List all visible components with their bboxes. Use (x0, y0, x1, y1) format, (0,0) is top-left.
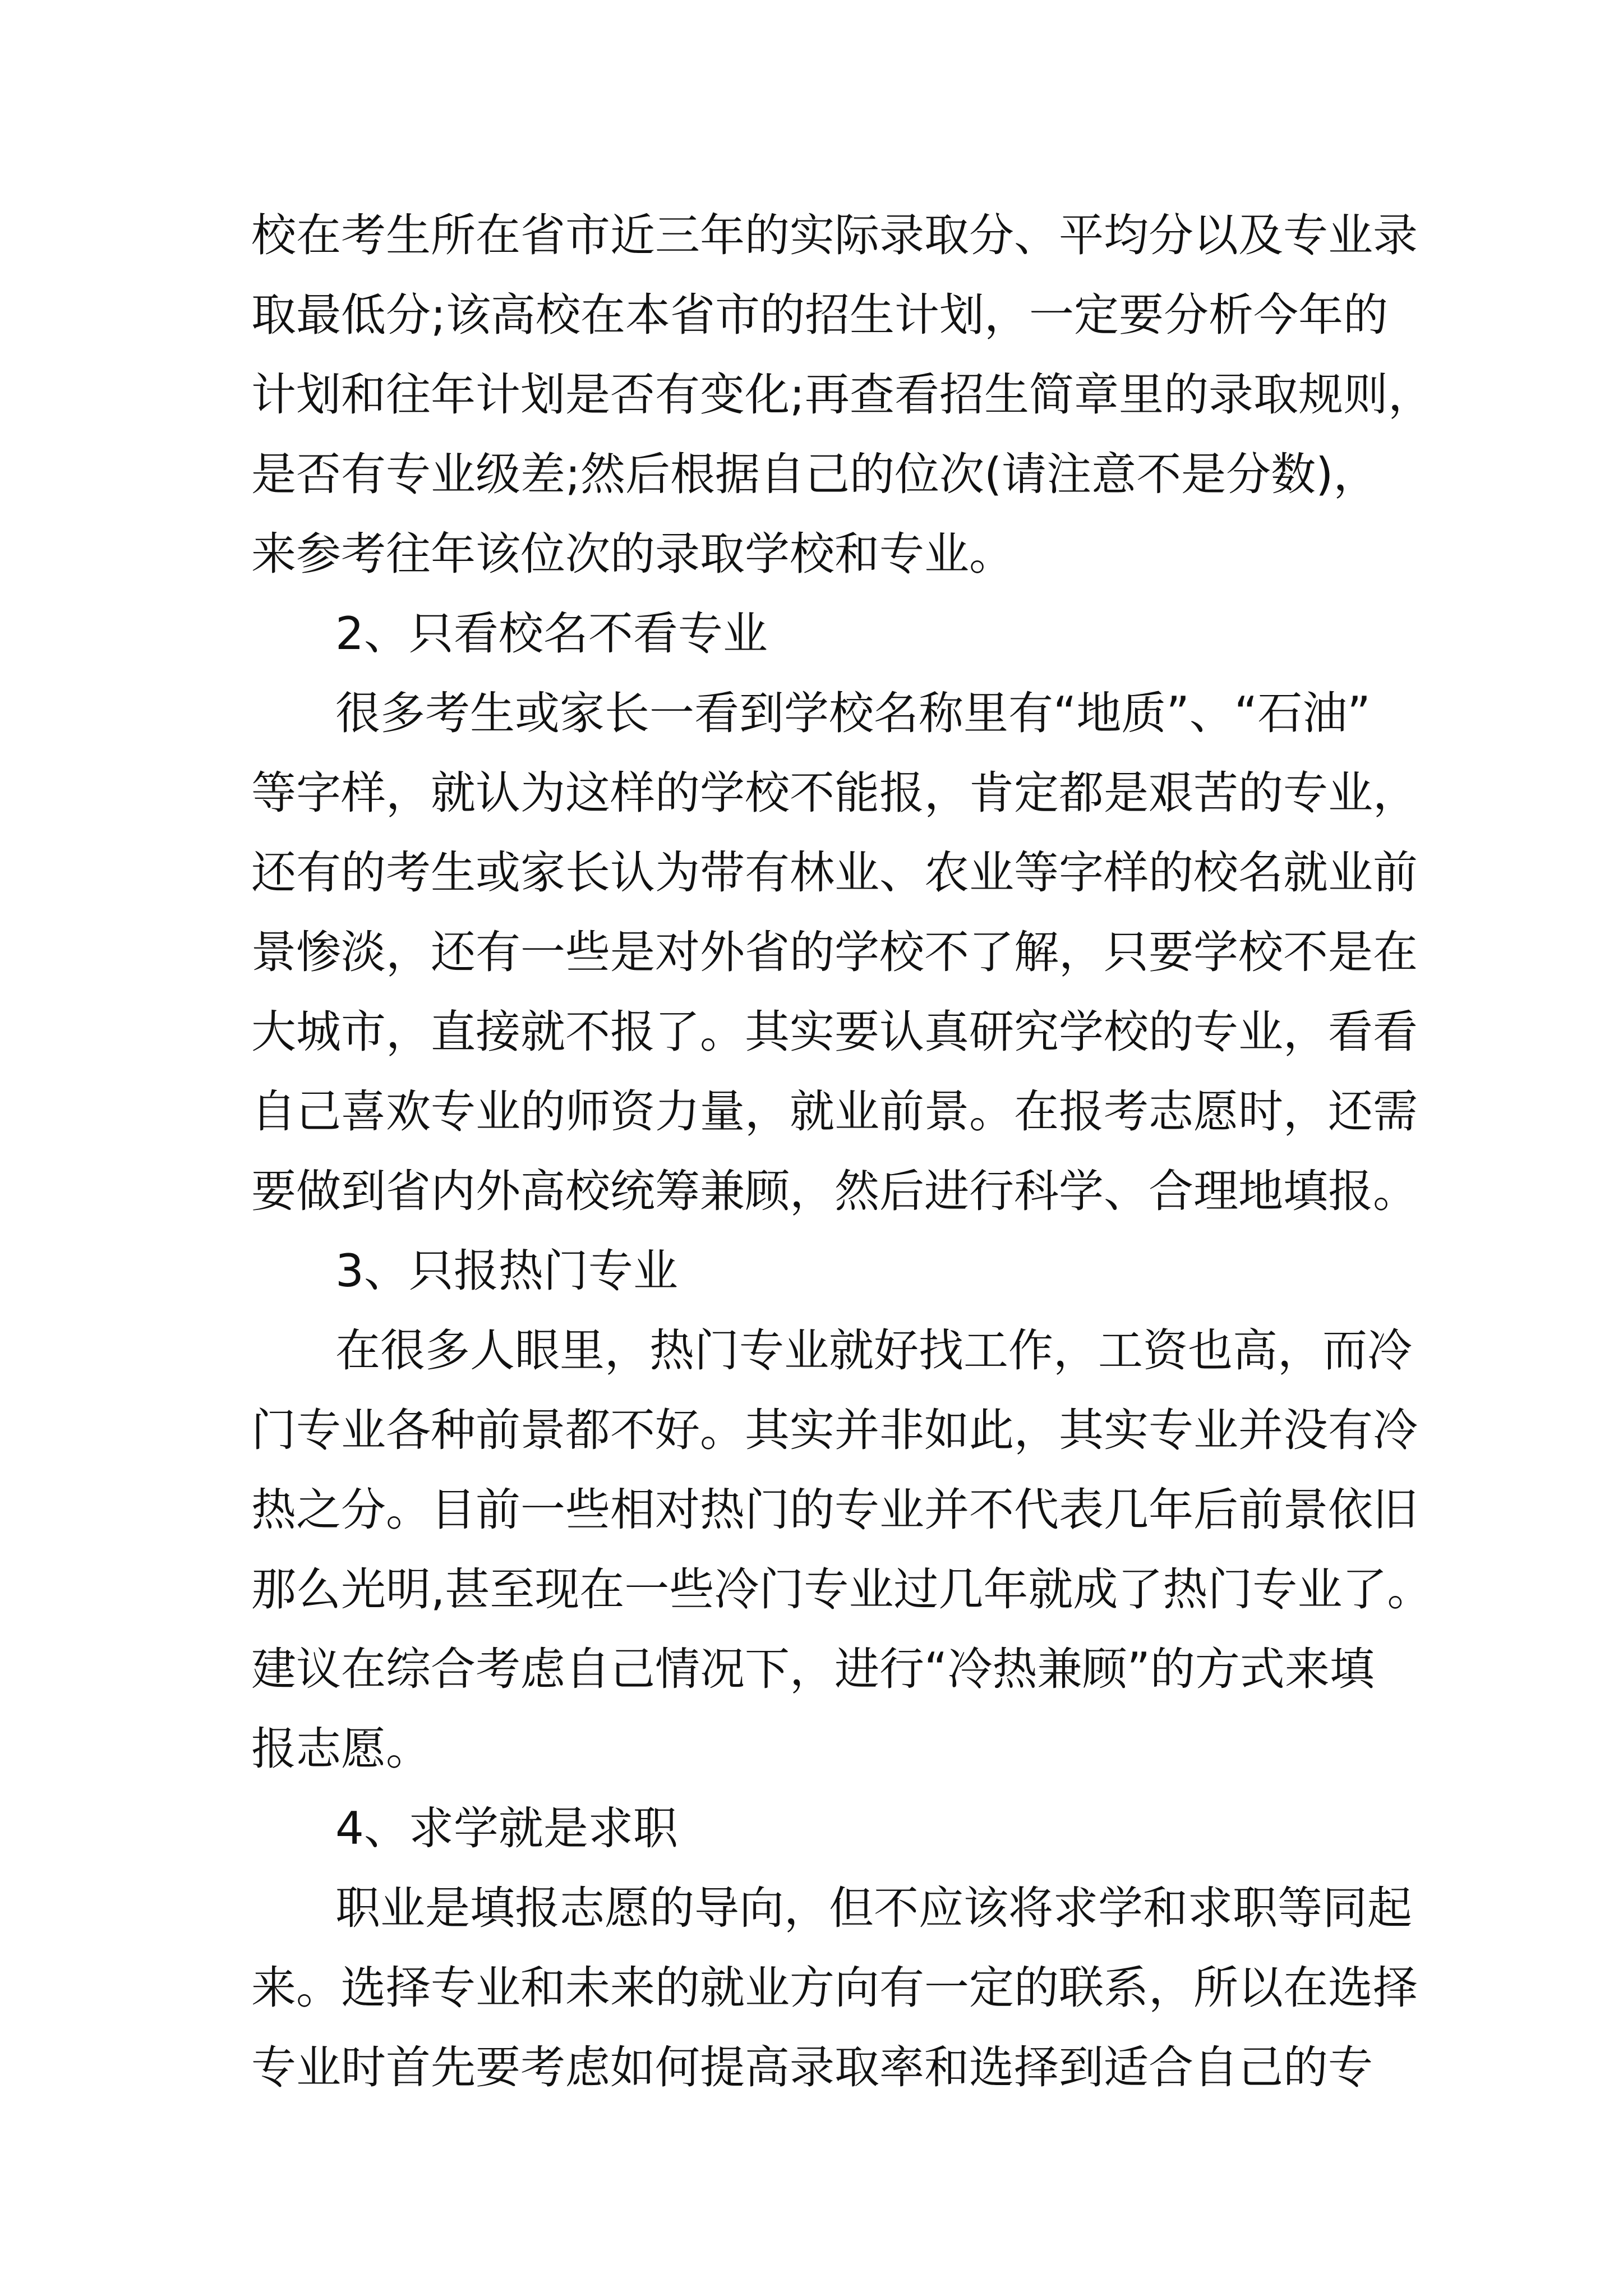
text-line: 建议在综合考虑自己情况下，进行“冷热兼顾”的方式来填 (251, 1643, 1375, 1695)
text-line: 计划和往年计划是否有变化;再查看招生简章里的录取规则， (251, 369, 1433, 421)
text-line: 景惨淡，还有一些是对外省的学校不了解，只要学校不是在 (251, 926, 1418, 978)
text-line: 在很多人眼里，热门专业就好找工作，工资也高，而冷 (335, 1324, 1412, 1377)
text-line: 那么光明,甚至现在一些冷门专业过几年就成了热门专业了。 (251, 1563, 1432, 1616)
text-line: 专业时首先要考虑如何提高录取率和选择到适合自己的专 (251, 2041, 1373, 2093)
text-line: 要做到省内外高校统筹兼顾，然后进行科学、合理地填报。 (251, 1165, 1418, 1217)
text-line: 报志愿。 (251, 1723, 431, 1775)
text-line: 等字样，就认为这样的学校不能报，肯定都是艰苦的专业， (251, 767, 1418, 819)
text-line: 热之分。目前一些相对热门的专业并不代表几年后前景依旧 (251, 1484, 1418, 1536)
section-heading: 4、求学就是求职 (335, 1802, 678, 1855)
text-line: 是否有专业级差;然后根据自己的位次(请注意不是分数)， (251, 448, 1378, 500)
text-line: 职业是填报志愿的导向，但不应该将求学和求职等同起 (335, 1882, 1412, 1934)
text-line: 来。选择专业和未来的就业方向有一定的联系，所以在选择 (251, 1962, 1418, 2014)
section-heading: 2、只看校名不看专业 (335, 608, 768, 660)
text-line: 校在考生所在省市近三年的实际录取分、平均分以及专业录 (251, 209, 1418, 261)
text-line: 取最低分;该高校在本省市的招生计划，一定要分析今年的 (251, 289, 1388, 341)
text-line: 大城市，直接就不报了。其实要认真研究学校的专业，看看 (251, 1006, 1418, 1058)
text-line: 门专业各种前景都不好。其实并非如此，其实专业并没有冷 (251, 1404, 1418, 1456)
text-line: 还有的考生或家长认为带有林业、农业等字样的校名就业前 (251, 846, 1418, 899)
text-line: 来参考往年该位次的录取学校和专业。 (251, 528, 1014, 580)
text-line: 很多考生或家长一看到学校名称里有“地质”、“石油” (335, 687, 1371, 739)
text-line: 自己喜欢专业的师资力量，就业前景。在报考志愿时，还需 (251, 1085, 1418, 1138)
section-heading: 3、只报热门专业 (335, 1245, 678, 1297)
